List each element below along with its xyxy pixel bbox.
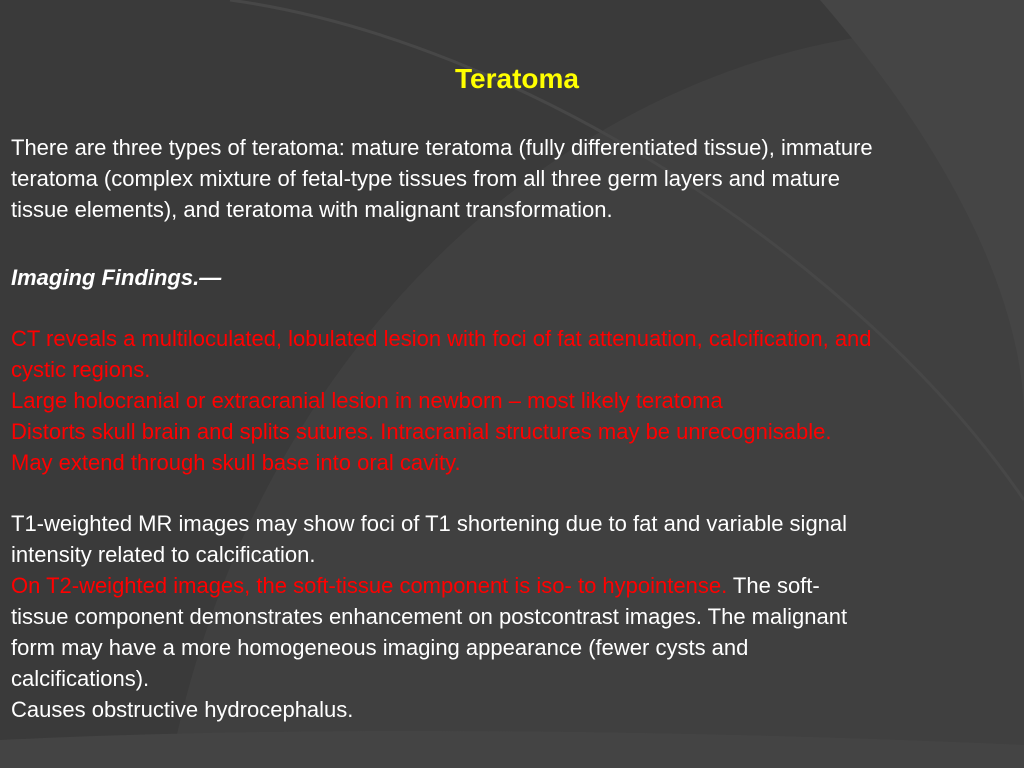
ct-finding-line-1: CT reveals a multiloculated, lobulated lesion with foci of fat attenuation, calcification, and (11, 326, 872, 351)
mr-line-6: calcifications). (11, 666, 150, 691)
mr-line-4: tissue component demonstrates enhancement on postcontrast images. The malignant (11, 604, 848, 629)
mr-line-3 (11, 570, 1019, 601)
slide-title: Teratoma (455, 63, 579, 94)
intro-line-1: There are three types of teratoma: mature teratoma (fully differentiated tissue), immature (11, 135, 873, 160)
ct-finding-line-5: May extend through skull base into oral cavity. (11, 450, 461, 475)
mr-line-7: Causes obstructive hydrocephalus. (11, 697, 354, 722)
ct-finding-line-3: Large holocranial or extracranial lesion in newborn – most likely teratoma (11, 388, 723, 413)
mr-line-5: form may have a more homogeneous imaging appearance (fewer cysts and (11, 635, 749, 660)
intro-line-3: tissue elements), and teratoma with malignant transformation. (11, 197, 613, 222)
ct-finding-line-2: cystic regions. (11, 357, 151, 382)
mr-line-3-rest: The soft- (727, 573, 820, 598)
intro-line-2: teratoma (complex mixture of fetal-type tissues from all three germ layers and mature (11, 166, 840, 191)
mr-findings (11, 508, 1019, 725)
intro-paragraph (11, 132, 1019, 225)
mr-line-3-highlight: On T2-weighted images, the soft-tissue component is iso- to hypointense. (11, 573, 728, 598)
imaging-findings-heading: Imaging Findings.— (11, 265, 222, 290)
imaging-findings-heading-block (11, 262, 1019, 293)
mr-line-2: intensity related to calcification. (11, 542, 316, 567)
mr-line-1: T1-weighted MR images may show foci of T1 shortening due to fat and variable signal (11, 511, 848, 536)
ct-findings (11, 323, 1019, 478)
ct-finding-line-4: Distorts skull brain and splits sutures. Intracranial structures may be unrecognisable. (11, 419, 832, 444)
